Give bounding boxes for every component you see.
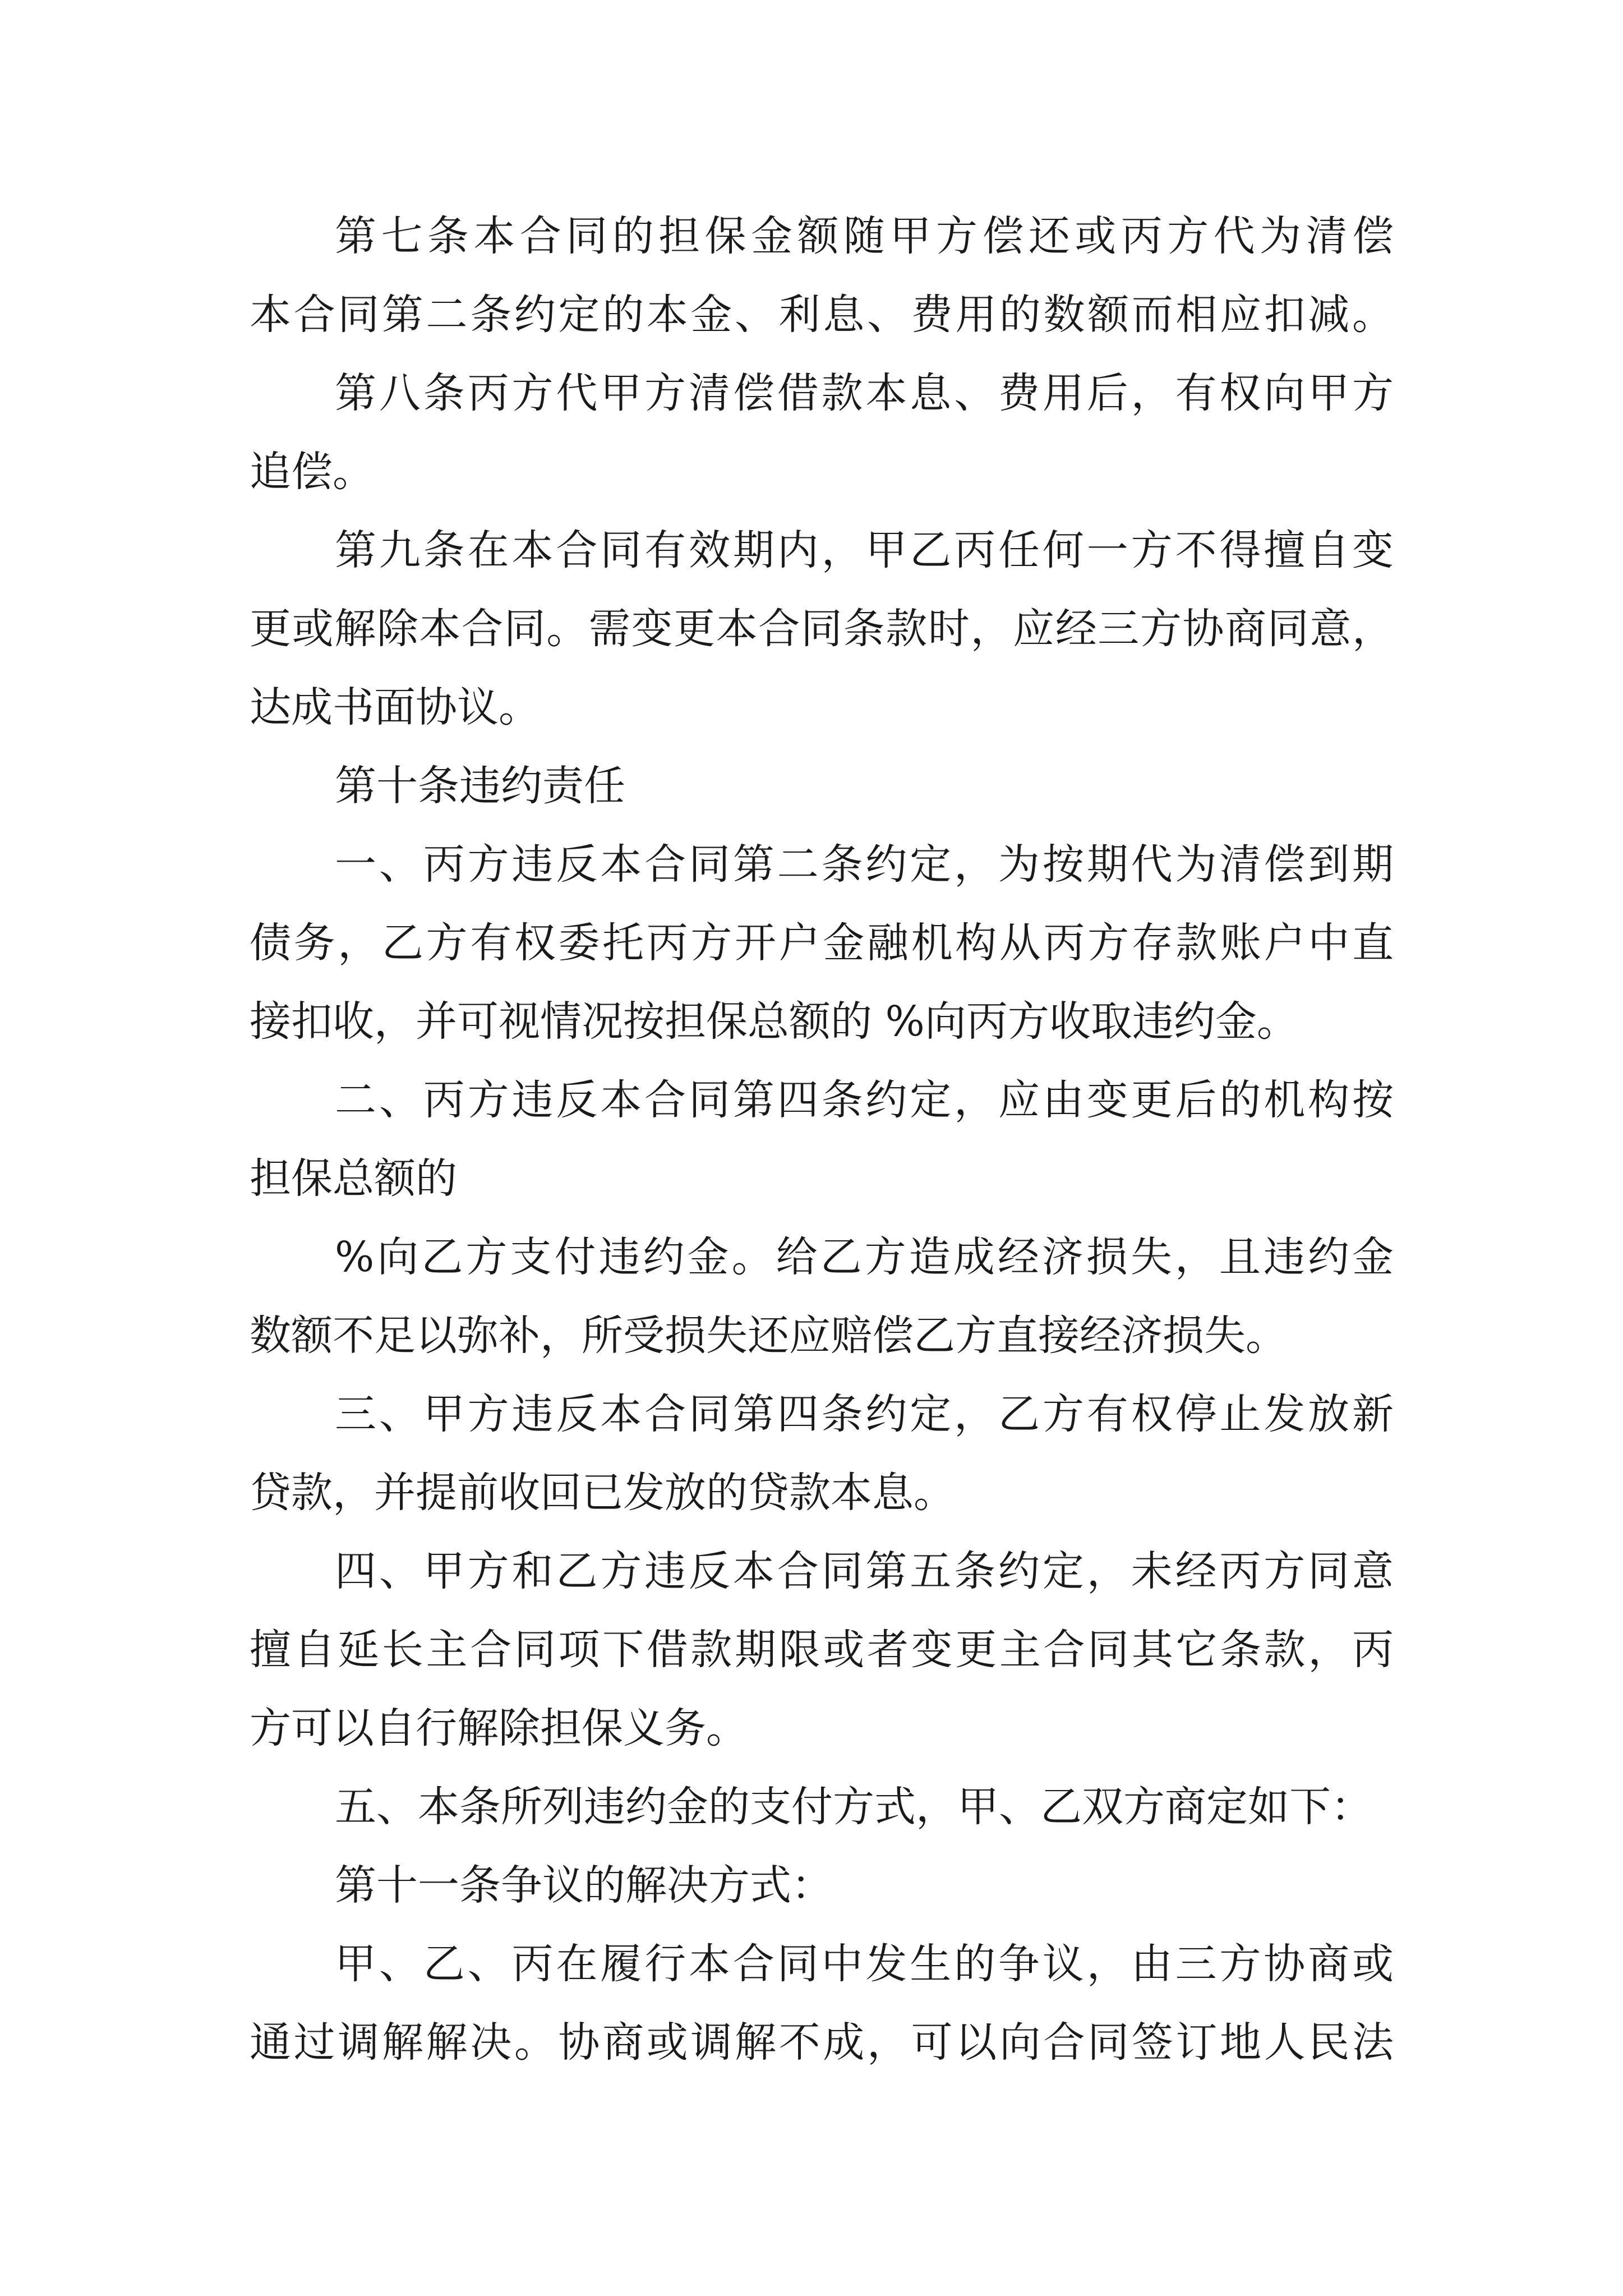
text-line: 三、甲方违反本合同第四条约定，乙方有权停止发放新 bbox=[335, 1390, 1394, 1438]
text-line: 第九条在本合同有效期内，甲乙丙任何一方不得擅自变 bbox=[335, 526, 1394, 574]
text-line: 贷款，并提前收回已发放的贷款本息。 bbox=[250, 1469, 955, 1517]
text-line: 债务，乙方有权委托丙方开户金融机构从丙方存款账户中直 bbox=[250, 919, 1394, 967]
text-line: 方可以自行解除担保义务。 bbox=[250, 1704, 748, 1752]
text-line: 第七条本合同的担保金额随甲方偿还或丙方代为清偿 bbox=[335, 212, 1394, 260]
text-line: 第八条丙方代甲方清偿借款本息、费用后，有权向甲方 bbox=[335, 369, 1394, 417]
text-line: 四、甲方和乙方违反本合同第五条约定，未经丙方同意 bbox=[335, 1547, 1394, 1595]
text-line: 五、本条所列违约金的支付方式，甲、乙双方商定如下： bbox=[335, 1783, 1372, 1831]
text-line: 达成书面协议。 bbox=[250, 683, 540, 731]
text-line: 通过调解解决。协商或调解不成，可以向合同签订地人民法 bbox=[250, 2018, 1394, 2067]
text-line: 甲、乙、丙在履行本合同中发生的争议，由三方协商或 bbox=[335, 1940, 1394, 1988]
text-line: %向乙方支付违约金。给乙方造成经济损失，且违约金 bbox=[335, 1233, 1394, 1281]
section-heading: 第十一条争议的解决方式： bbox=[335, 1861, 833, 1910]
text-line: 接扣收，并可视情况按担保总额的 %向丙方收取违约金。 bbox=[250, 997, 1298, 1046]
text-line: 数额不足以弥补，所受损失还应赔偿乙方直接经济损失。 bbox=[250, 1312, 1287, 1360]
text-line: 二、丙方违反本合同第四条约定，应由变更后的机构按 bbox=[335, 1076, 1394, 1124]
text-line: 擅自延长主合同项下借款期限或者变更主合同其它条款，丙 bbox=[250, 1626, 1394, 1674]
text-line: 追偿。 bbox=[250, 448, 374, 496]
text-line: 本合同第二条约定的本金、利息、费用的数额而相应扣减。 bbox=[250, 291, 1394, 339]
text-line: 更或解除本合同。需变更本合同条款时，应经三方协商同意， bbox=[250, 605, 1394, 653]
text-line: 一、丙方违反本合同第二条约定，为按期代为清偿到期 bbox=[335, 840, 1394, 889]
text-line: 担保总额的 bbox=[250, 1154, 457, 1203]
section-heading: 第十条违约责任 bbox=[335, 762, 625, 810]
